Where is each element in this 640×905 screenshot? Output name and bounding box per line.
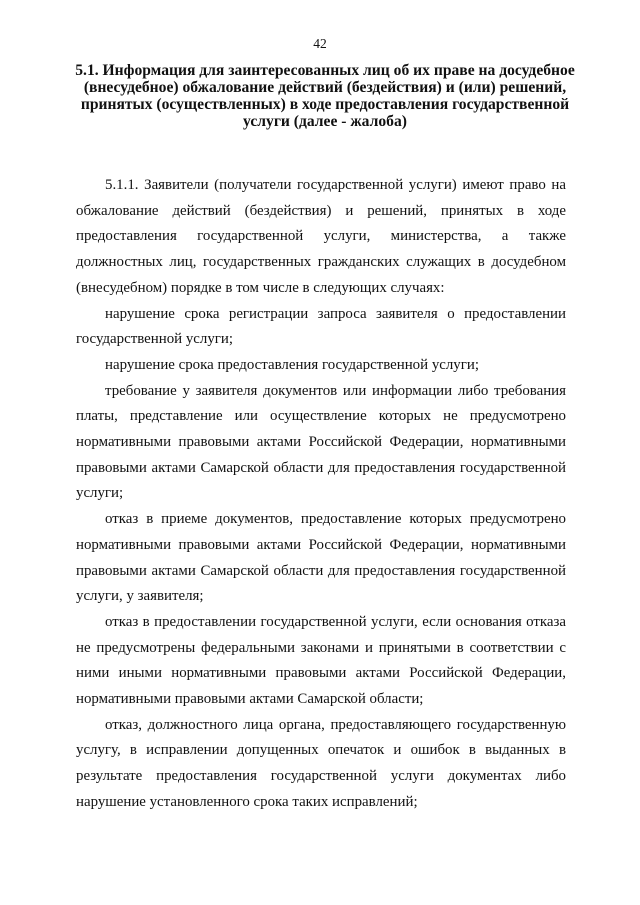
paragraph-correction-refusal: отказ, должностного лица органа, предоставляющего государственную услугу, в исправлении допущенных опечаток и ошибок в выданных в результате предоставления государственной услуги документах либо нарушение установленного срока таких исправлений; [76,716,566,810]
section-heading: 5.1. Информация для заинтересованных лиц об их праве на досудебное (внесудебное) обжалование действий (бездействия) и (или) решений, принятых (осуществленных) в ходе предоставления государственной услуги (далее - жалоба) [75,62,575,130]
body-text [76,173,566,816]
paragraph-appeal-right: 5.1.1. Заявители (получатели государственной услуги) имеют право на обжалование действий (бездействия) и решений, принятых в ходе предоставления государственной услуги, министерства, а также должностных лиц, государственных гражданских служащих в досудебном (внесудебном) порядке в том числе в следующих случаях: [76,177,566,296]
paragraph-service-refusal: отказ в предоставлении государственной услуги, если основания отказа не предусмотрены федеральными законами и принятыми в соответствии с ними иными нормативными правовыми актами Российской Федерации, нормативными правовыми актами Самарской области; [76,613,566,708]
paragraph-term-violation: нарушение срока предоставления государственной услуги; [105,356,479,373]
paragraph-document-demand: требование у заявителя документов или информации либо требования платы, представление или осуществление которых не предусмотрено нормативными правовыми актами Российской Федерации, нормативными правовыми актами Самарской области для предоставления государственной услуги; [76,382,566,502]
page-number: 42 [313,36,327,51]
paragraph-document-refusal: отказ в приеме документов, предоставление которых предусмотрено нормативными правовыми актами Российской Федерации, нормативными правовыми актами Самарской области для предоставления государственной услуги, у заявителя; [76,511,566,605]
paragraph-registration-violation: нарушение срока регистрации запроса заявителя о предоставлении государственной услуги; [76,305,566,348]
